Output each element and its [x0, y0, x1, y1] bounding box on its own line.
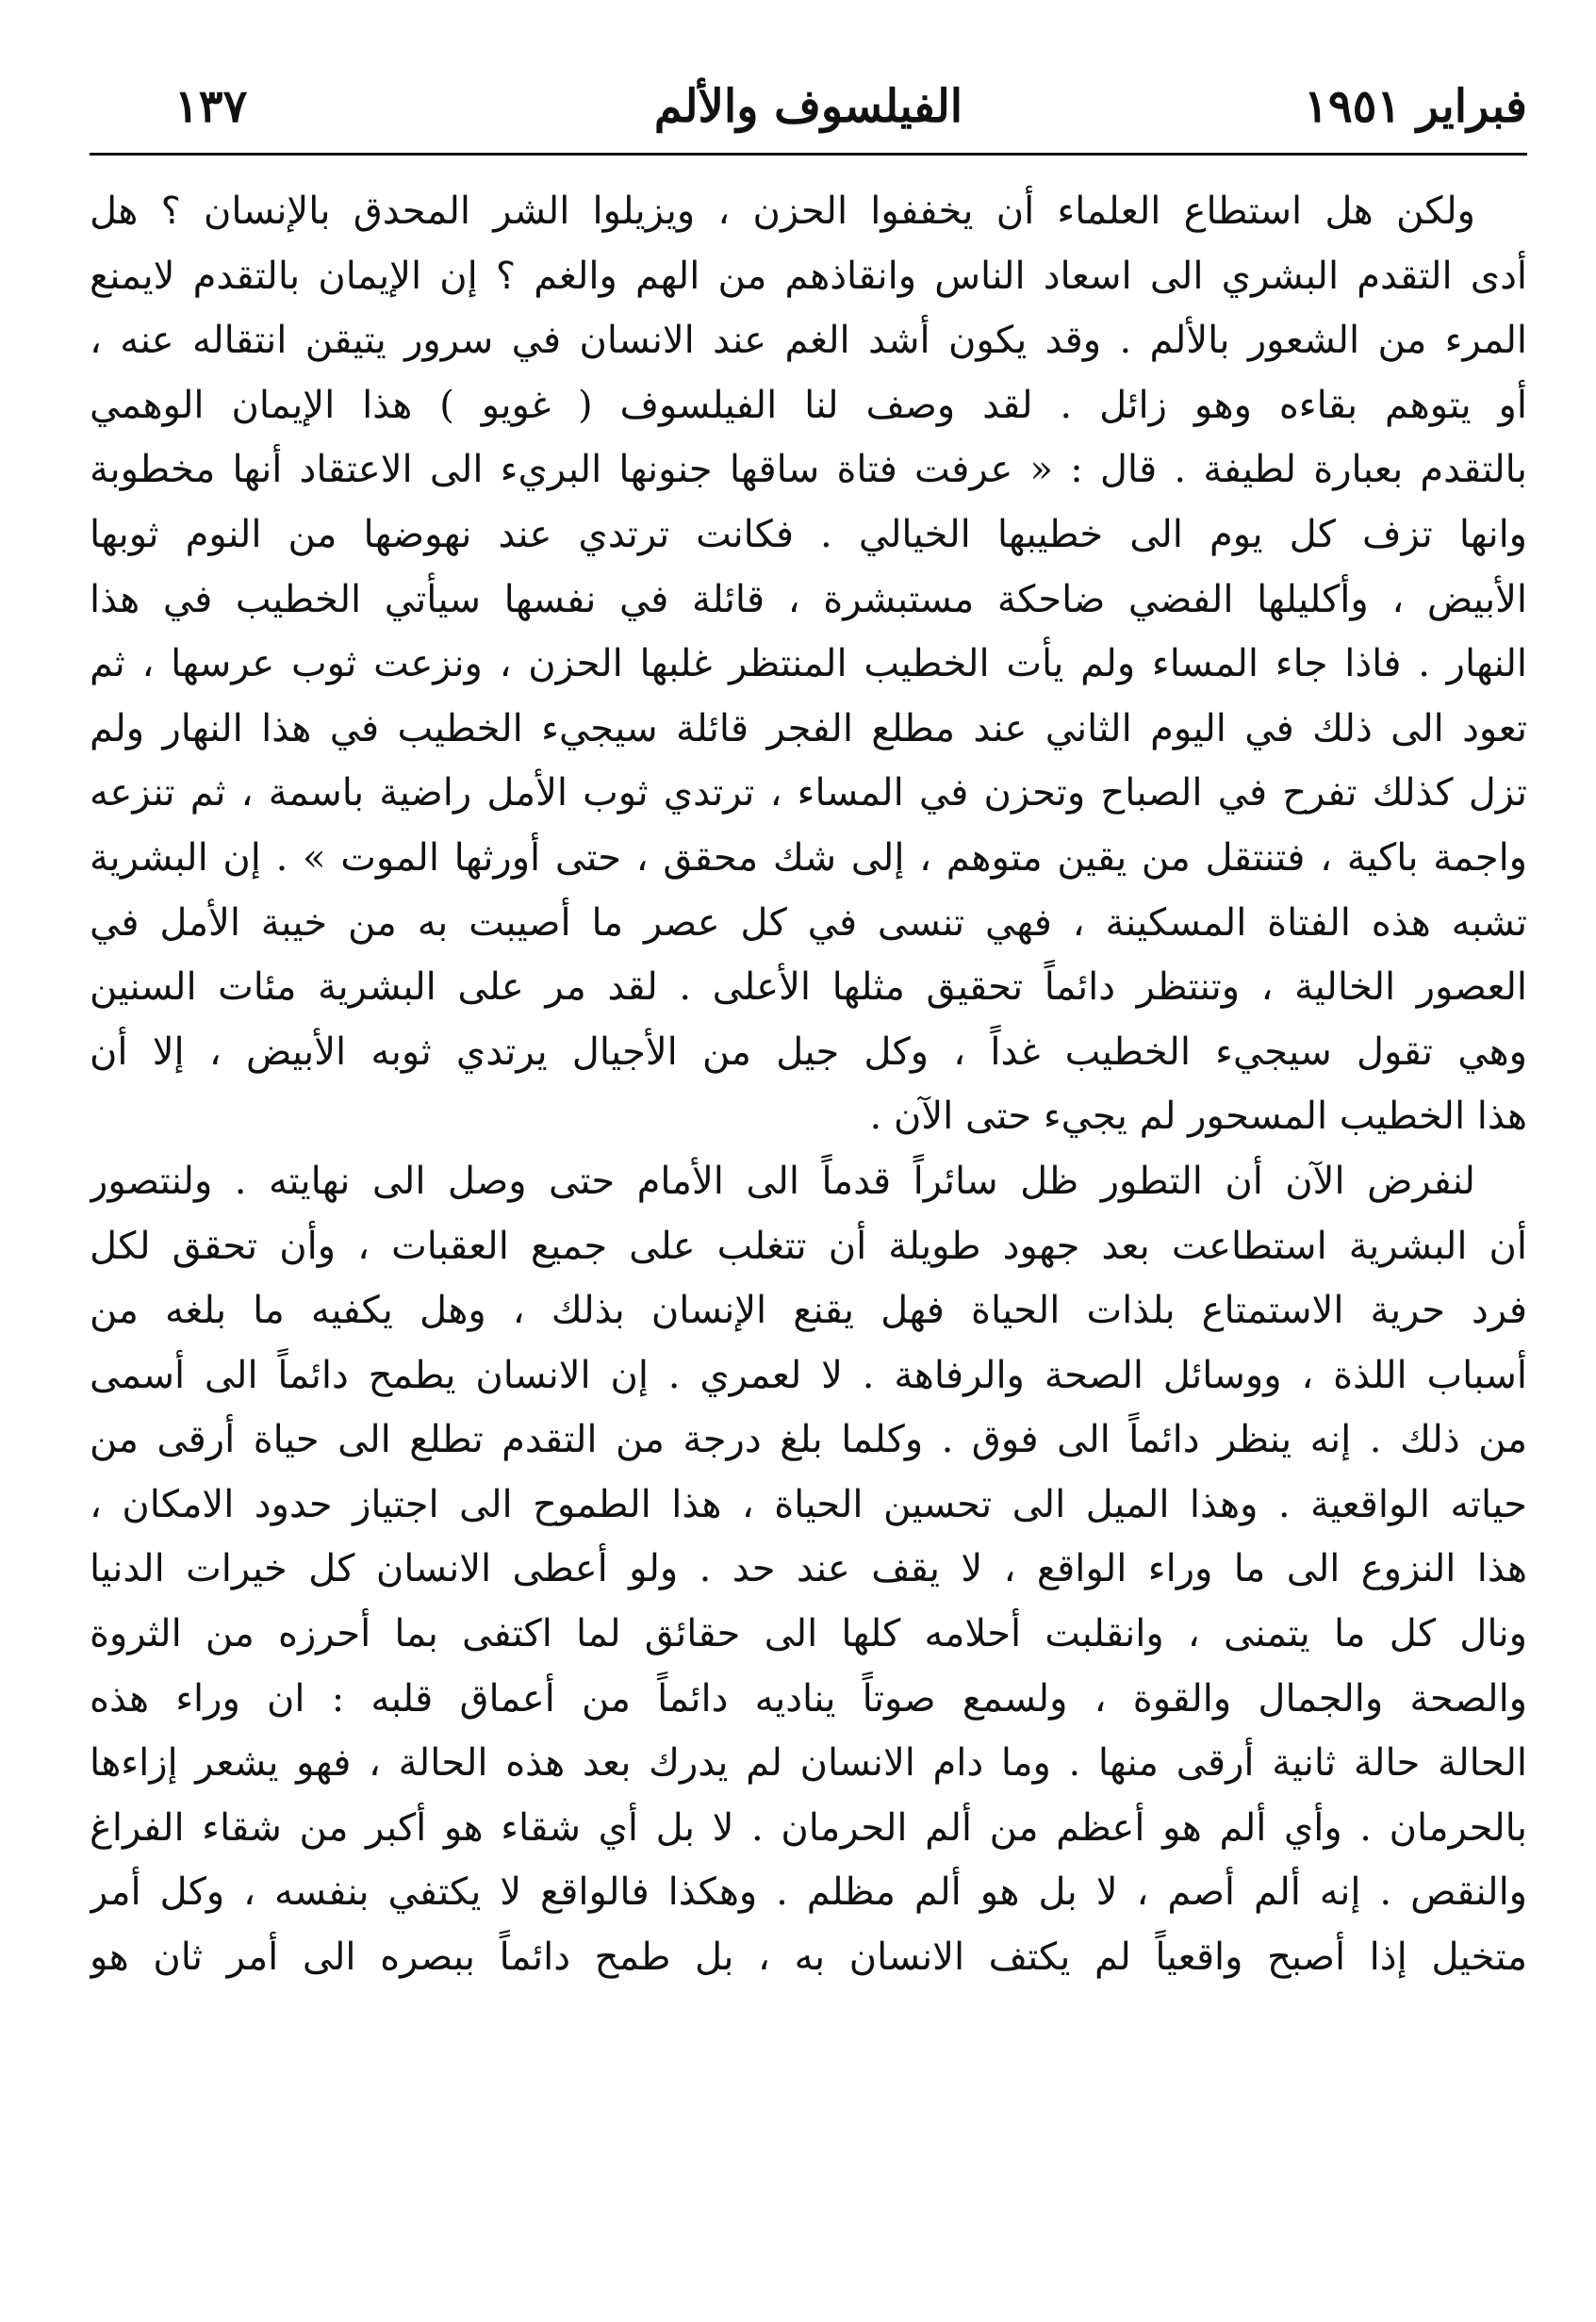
text-line: متخيل إذا أصبح واقعياً لم يكتف الانسان به ، بل طمح دائماً ببصره الى أمر ثان هو: [90, 1935, 1527, 1980]
text-line: حياته الواقعية . وهذا الميل الى تحسين الحياة ، هذا الطموح الى اجتياز حدود الامكان ،: [90, 1482, 1527, 1526]
page-header: [90, 74, 1527, 140]
text-line: تشبه هذه الفتاة المسكينة ، فهي تنسى في كل عصر ما أصيبت به من خيبة الأمل في: [90, 900, 1527, 945]
text-line: المرء من الشعور بالألم . وقد يكون أشد الغم عند الانسان في سرور يتيقن انتقاله عنه ،: [90, 319, 1527, 363]
text-line: أو يتوهم بقاءه وهو زائل . لقد وصف لنا الفيلسوف ( غويو ) هذا الإيمان الوهمي: [90, 383, 1527, 427]
text-line: ونال كل ما يتمنى ، وانقلبت أحلامه كلها الى حقائق لما اكتفى بما أحرزه من الثروة: [90, 1612, 1527, 1656]
text-line: تزل كذلك تفرح في الصباح وتحزن في المساء ، ترتدي ثوب الأمل راضية باسمة ، ثم تنزعه: [90, 771, 1527, 815]
text-line: فرد حرية الاستمتاع بلذات الحياة فهل يقنع الإنسان بذلك ، وهل يكفيه ما بلغه من: [90, 1289, 1527, 1333]
text-line: والنقص . إنه ألم أصم ، لا بل هو ألم مظلم . وهكذا فالواقع لا يكتفي بنفسه ، وكل أمر: [90, 1870, 1527, 1915]
text-line: أسباب اللذة ، ووسائل الصحة والرفاهة . لا لعمري . إن الانسان يطمح دائماً الى أسمى: [90, 1353, 1527, 1397]
text-line: أدى التقدم البشري الى اسعاد الناس وانقاذهم من الهم والغم ؟ إن الإيمان بالتقدم لايمنع: [90, 254, 1527, 298]
page-number: ١٣٧: [174, 80, 248, 133]
text-line: النهار . فاذا جاء المساء ولم يأت الخطيب المنتظر غلبها الحزن ، ونزعت ثوب عرسها ، ثم: [90, 642, 1527, 686]
text-line: لنفرض الآن أن التطور ظل سائراً قدماً الى الأمام حتى وصل الى نهايته . ولنتصور: [90, 1159, 1475, 1203]
header-rule: [90, 153, 1527, 156]
header-title: الفيلسوف والألم: [653, 80, 963, 133]
text-line: هذا الخطيب المسحور لم يجيء حتى الآن .: [869, 1095, 1527, 1139]
text-line: من ذلك . إنه ينظر دائماً الى فوق . وكلما بلغ درجة من التقدم تطلع الى حياة أرقى من: [90, 1418, 1527, 1462]
text-line: وهي تقول سيجيء الخطيب غداً ، وكل جيل من الأجيال يرتدي ثوبه الأبيض ، إلا أن: [90, 1029, 1527, 1074]
text-line: الحالة حالة ثانية أرقى منها . وما دام الانسان لم يدرك بعد هذه الحالة ، فهو يشعر إزاءها: [90, 1741, 1527, 1786]
text-line: الأبيض ، وأكليلها الفضي ضاحكة مستبشرة ، قائلة في نفسها سيأتي الخطيب في هذا: [90, 577, 1527, 621]
text-line: تعود الى ذلك في اليوم الثاني عند مطلع الفجر قائلة سيجيء الخطيب في هذا النهار ولم: [90, 706, 1527, 750]
text-line: وانها تزف كل يوم الى خطيبها الخيالي . فكانت ترتدي عند نهوضها من النوم ثوبها: [90, 512, 1527, 556]
text-line: العصور الخالية ، وتنتظر دائماً تحقيق مثلها الأعلى . لقد مر على البشرية مئات السنين: [90, 965, 1527, 1010]
text-line: أن البشرية استطاعت بعد جهود طويلة أن تتغلب على جميع العقبات ، وأن تحقق لكل: [90, 1224, 1527, 1268]
text-line: ولكن هل استطاع العلماء أن يخففوا الحزن ، ويزيلوا الشر المحدق بالإنسان ؟ هل: [90, 189, 1475, 233]
text-line: هذا النزوع الى ما وراء الواقع ، لا يقف عند حد . ولو أعطى الانسان كل خيرات الدنيا: [90, 1547, 1527, 1591]
text-line: والصحة والجمال والقوة ، ولسمع صوتاً يناديه دائماً من أعماق قلبه : ان وراء هذه: [90, 1676, 1527, 1721]
body-text: [90, 179, 1527, 1990]
text-line: واجمة باكية ، فتنتقل من يقين متوهم ، إلى شك محقق ، حتى أورثها الموت » . إن البشرية: [90, 835, 1527, 880]
text-line: بالتقدم بعبارة لطيفة . قال : « عرفت فتاة ساقها جنونها البريء الى الاعتقاد أنها مخطوبة: [90, 448, 1527, 492]
header-date: فبراير ١٩٥١: [1304, 80, 1527, 133]
text-line: بالحرمان . وأي ألم هو أعظم من ألم الحرمان . لا بل أي شقاء هو أكبر من شقاء الفراغ: [90, 1805, 1527, 1850]
